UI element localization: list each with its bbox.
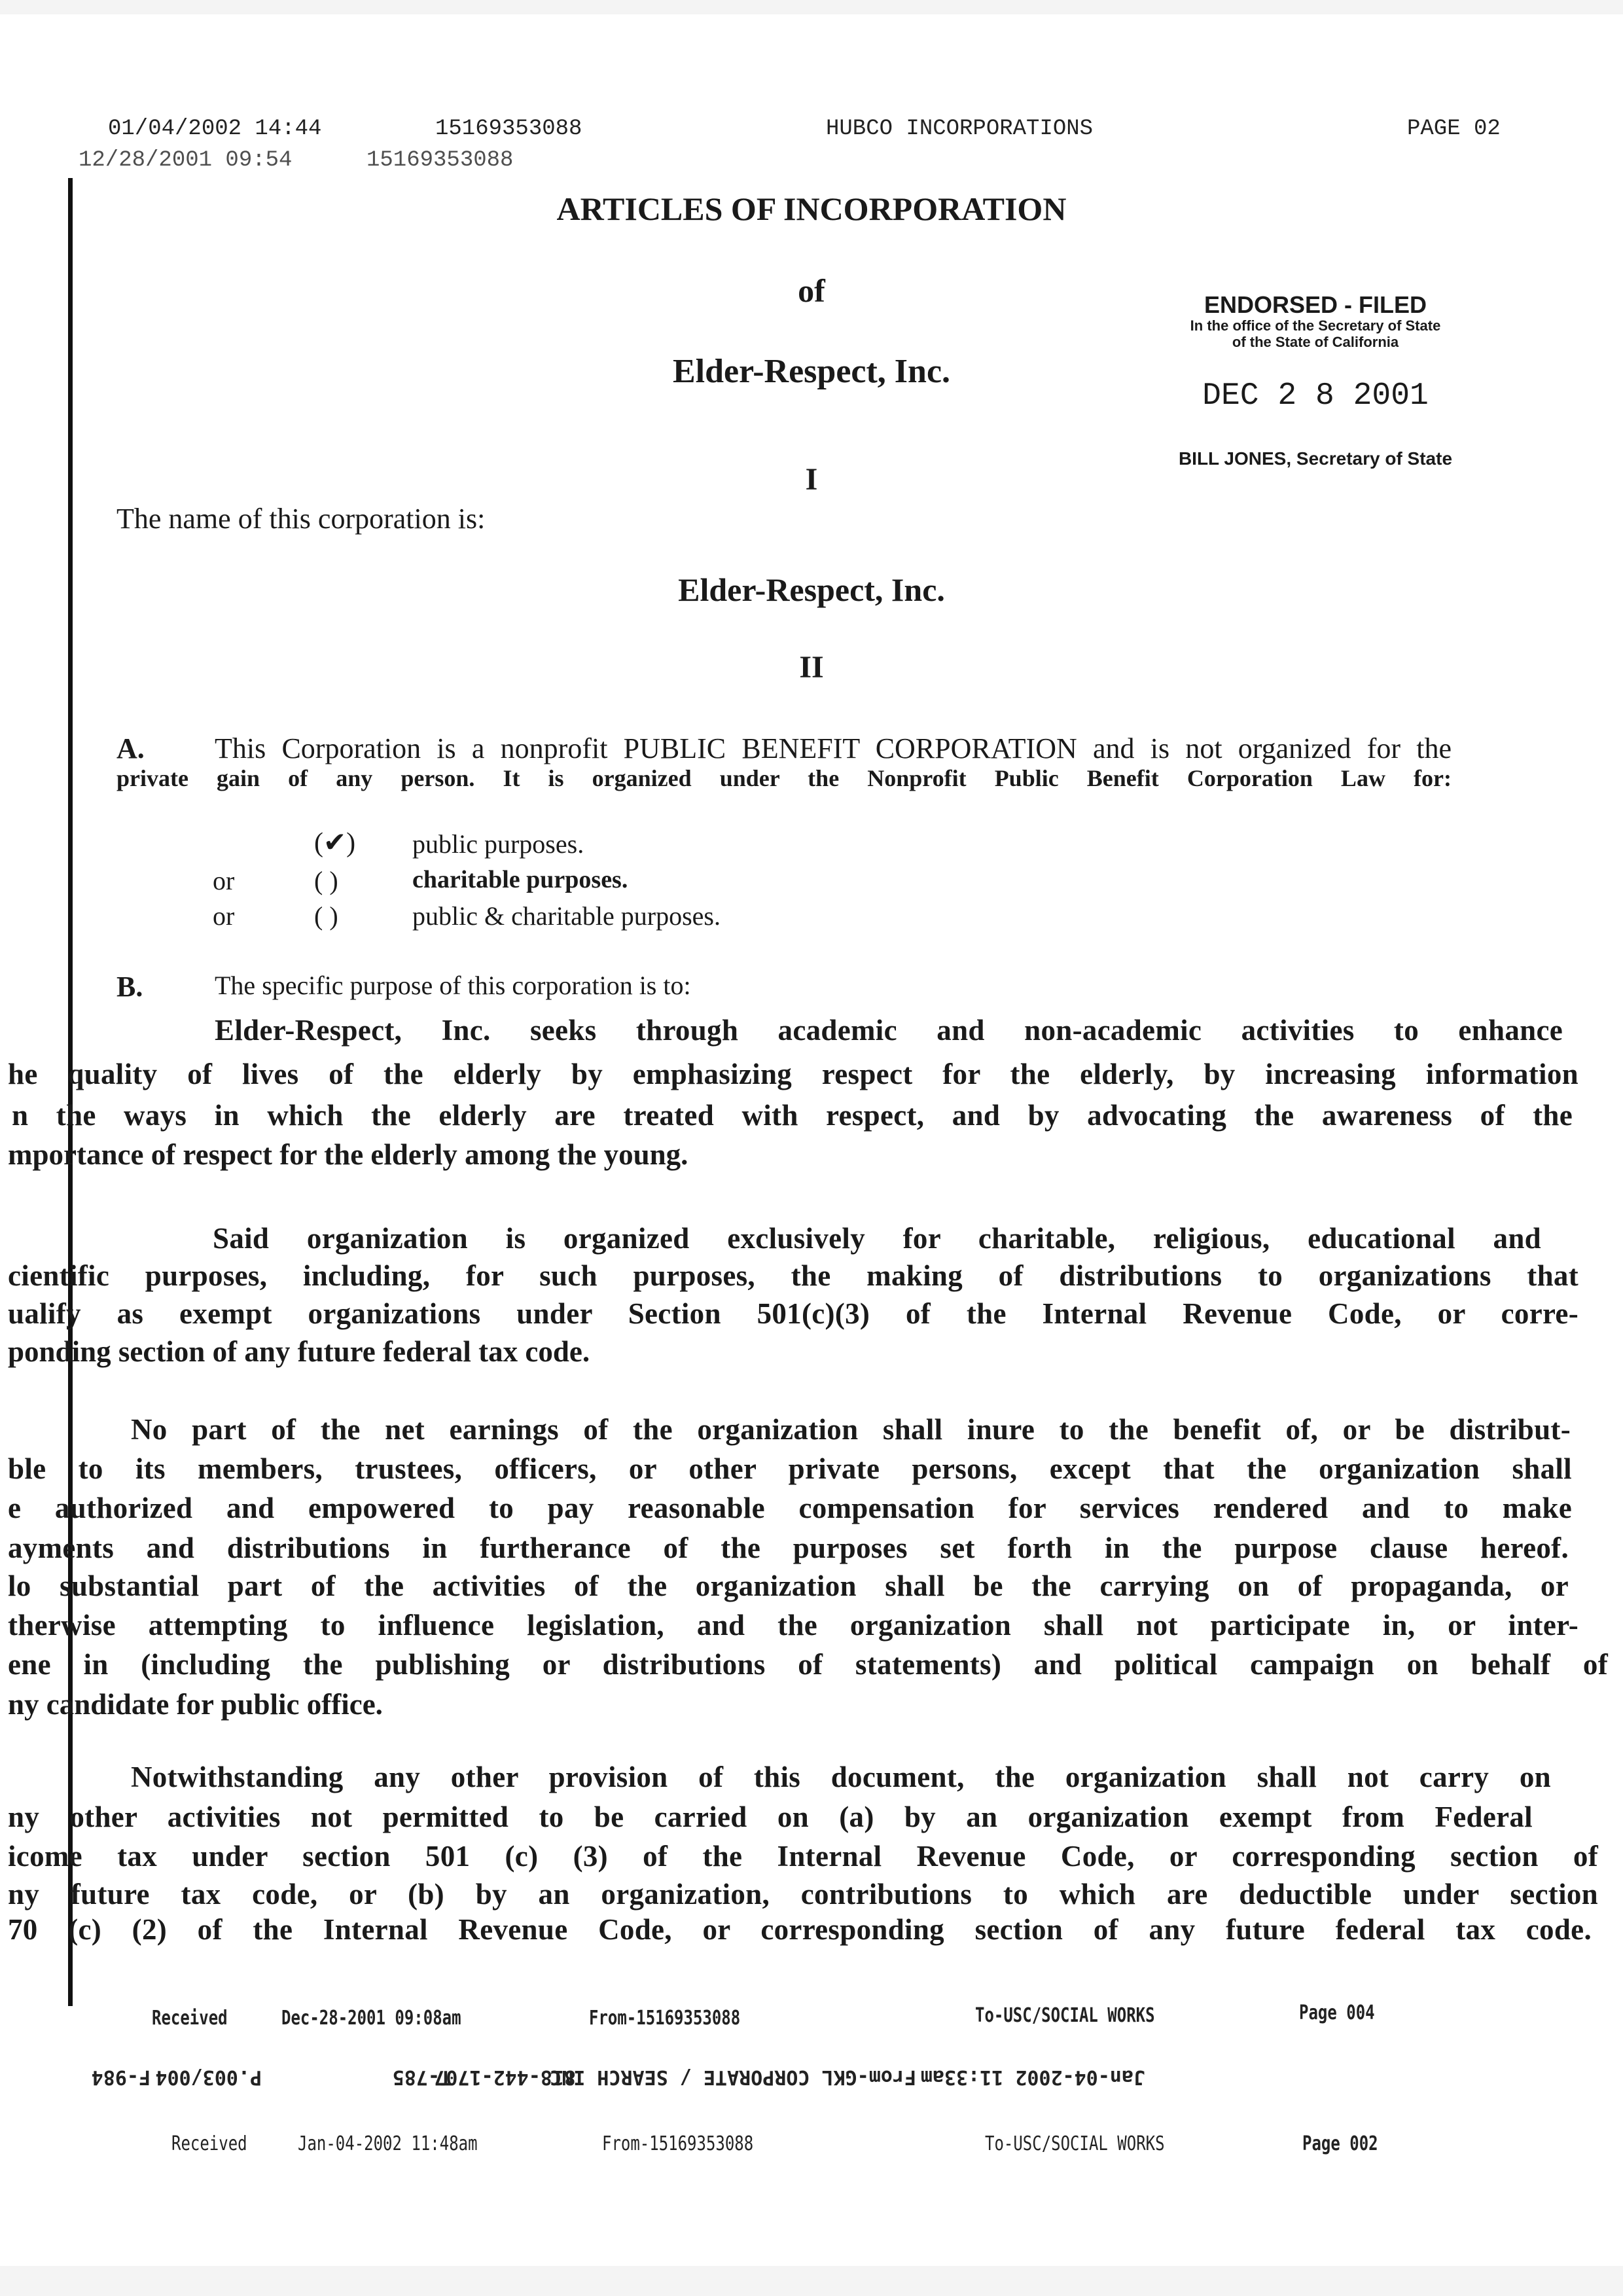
paragraph-line: e authorized and empowered to pay reasonable compensation for services rendered and to make xyxy=(8,1492,1572,1524)
stamp-office: In the office of the Secretary of State xyxy=(1190,317,1441,334)
article-i-label: The name of this corporation is: xyxy=(116,503,486,535)
paragraph-line: ny future tax code, or (b) by an organization, contributions to which are deductible under section xyxy=(8,1878,1598,1910)
title-of: of xyxy=(798,272,825,309)
paragraph-line: n the ways in which the elderly are treated with respect, and by advocating the awareness of the xyxy=(12,1099,1573,1132)
footer-page: Page 002 xyxy=(1302,2132,1378,2155)
paragraph-line: Said organization is organized exclusively for charitable, religious, educational and xyxy=(213,1222,1541,1255)
scan-edge-top xyxy=(0,0,1623,14)
paragraph-line: he quality of lives of the elderly by emphasizing respect for the elderly, by increasing information xyxy=(8,1058,1578,1090)
footer-date: Jan-04-2002 11:48am xyxy=(298,2132,478,2155)
stamp-date: DEC 2 8 2001 xyxy=(1202,378,1429,414)
option-label: public & charitable purposes. xyxy=(412,901,721,931)
article-ii-numeral: II xyxy=(799,650,824,685)
footer-received: Received xyxy=(152,2007,228,2030)
scan-margin-bar xyxy=(68,178,73,2006)
scan-edge-bottom xyxy=(0,2266,1623,2296)
paragraph-line: ualify as exempt organizations under Section 501(c)(3) of the Internal Revenue Code, or corre- xyxy=(8,1297,1578,1330)
option-prefix: or xyxy=(213,901,235,931)
paragraph-line: ble to its members, trustees, officers, or other private persons, except that the organization shall xyxy=(8,1452,1572,1485)
fax-datetime: 01/04/2002 14:44 xyxy=(108,117,322,141)
footer-from: From-15169353088 xyxy=(589,2007,741,2030)
paragraph-line: ene in (including the publishing or distributions of statements) and political campaign on behalf of xyxy=(8,1648,1608,1681)
checkbox-public-checked[interactable]: (✔) xyxy=(314,828,356,858)
option-prefix: or xyxy=(213,866,235,895)
inverted-f: F-984 xyxy=(91,2066,151,2089)
paragraph-line: icome tax under section 501 (c) (3) of the Internal Revenue Code, or corresponding section of xyxy=(8,1840,1598,1873)
stamp-signer: BILL JONES, Secretary of State xyxy=(1178,448,1453,469)
checkbox-charitable[interactable]: ( ) xyxy=(314,866,338,895)
paragraph-line: ayments and distributions in furtherance of the purposes set forth in the purpose clause hereof. xyxy=(8,1532,1569,1564)
option-label: charitable purposes. xyxy=(412,866,628,893)
section-b-intro: The specific purpose of this corporation is to: xyxy=(215,971,691,1000)
inverted-date: Jan-04-2002 11:33am xyxy=(920,2066,1145,2089)
paragraph-line: mportance of respect for the elderly among the young. xyxy=(8,1138,688,1171)
corporation-name-heading: Elder-Respect, Inc. xyxy=(672,353,951,390)
section-a-line1: This Corporation is a nonprofit PUBLIC BENEFIT CORPORATION and is not organized for the xyxy=(215,732,1452,764)
stamp-state: of the State of California xyxy=(1232,334,1399,350)
footer-to: To-USC/SOCIAL WORKS xyxy=(985,2132,1165,2155)
article-i-numeral: I xyxy=(805,462,818,497)
paragraph-line: ny other activities not permitted to be carried on (a) by an organization exempt from Federal xyxy=(8,1801,1533,1833)
option-label: public purposes. xyxy=(412,829,584,859)
paragraph-line: lo substantial part of the activities of the organization shall be the carrying on of propaganda, or xyxy=(8,1570,1569,1602)
stamp-endorsed: ENDORSED - FILED xyxy=(1204,291,1427,318)
faded-datetime: 12/28/2001 09:54 xyxy=(79,148,293,173)
paragraph-line: Notwithstanding any other provision of this document, the organization shall not carry on xyxy=(131,1761,1551,1793)
article-i-name: Elder-Respect, Inc. xyxy=(678,571,945,608)
section-a-line2: private gain of any person. It is organized under the Nonprofit Public Benefit Corporation Law for: xyxy=(116,765,1452,791)
inverted-t: T-785 xyxy=(392,2066,452,2089)
inverted-p: P.003/004 xyxy=(155,2066,262,2089)
section-a-letter: A. xyxy=(116,732,145,764)
footer-from: From-15169353088 xyxy=(602,2132,754,2155)
paragraph-line: cientific purposes, including, for such purposes, the making of distributions to organizations that xyxy=(8,1259,1578,1292)
document-title: ARTICLES OF INCORPORATION xyxy=(556,190,1067,227)
footer-to: To-USC/SOCIAL WORKS xyxy=(975,2004,1155,2027)
footer-page: Page 004 xyxy=(1299,2001,1375,2024)
fax-page: PAGE 02 xyxy=(1407,117,1501,141)
inverted-from: From-GKL CORPORATE / SEARCH INC xyxy=(550,2066,916,2089)
paragraph-line: Elder-Respect, Inc. seeks through academic and non-academic activities to enhance xyxy=(215,1014,1563,1047)
paragraph-line: ny candidate for public office. xyxy=(8,1688,383,1721)
section-b-letter: B. xyxy=(116,971,143,1003)
faded-phone: 15169353088 xyxy=(366,148,514,173)
fax-phone: 15169353088 xyxy=(435,117,582,141)
checkbox-public-charitable[interactable]: ( ) xyxy=(314,901,338,931)
inverted-phone: 818-442-1707 xyxy=(434,2066,576,2089)
paragraph-line: therwise attempting to influence legislation, and the organization shall not participate in, or inter- xyxy=(8,1609,1578,1641)
footer-date: Dec-28-2001 09:08am xyxy=(281,2007,461,2030)
paragraph-line: 70 (c) (2) of the Internal Revenue Code, or corresponding section of any future federal tax code. xyxy=(8,1913,1592,1946)
paragraph-line: ponding section of any future federal tax code. xyxy=(8,1335,590,1368)
paragraph-line: No part of the net earnings of the organization shall inure to the benefit of, or be distribut- xyxy=(131,1413,1571,1446)
fax-sender: HUBCO INCORPORATIONS xyxy=(826,117,1094,141)
footer-received: Received xyxy=(171,2132,247,2155)
